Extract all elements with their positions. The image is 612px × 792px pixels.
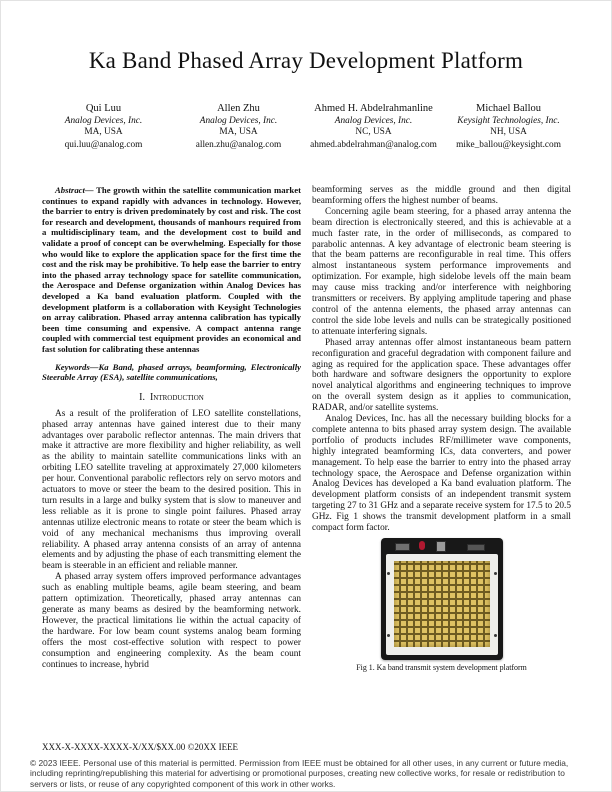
section-1-title: Introduction (149, 391, 204, 403)
author-card-3 (306, 103, 441, 151)
author-card-4 (441, 103, 576, 151)
keywords-paragraph (42, 362, 301, 383)
author-name: Ahmed H. Abdelrahmanline (314, 103, 433, 114)
author-name: Allen Zhu (217, 103, 260, 114)
device-front-panel (386, 554, 498, 655)
red-wire-icon (419, 541, 425, 550)
intro-paragraph-3: Concerning agile beam steering, for a phased array antenna the beam direction is electronically steered, and this is achievable at a much faster rate, in the order of milliseconds, as compared to parabolic antennas. A key advantage of electronic beam steering is that the beam patterns are reconfigurable in real time. This offers almost instantaneous system performance improvements and optimization. For example, high sidelobe levels off the main beam may cause miss tracking and/or interference with neighboring transmitters or receivers. By applying amplitude tapering and phase control of the antenna elements, the phased array antennas can control the side lobe levels and nulls can be strategically positioned to attenuate interfering signals. (312, 206, 571, 337)
author-name: Qui Luu (85, 103, 122, 114)
author-affiliation: Analog Devices, Inc. (334, 116, 413, 126)
keywords-label: Keywords— (55, 361, 99, 372)
paper-title: Ka Band Phased Array Development Platform (88, 48, 524, 73)
right-column (312, 185, 571, 673)
connector-icon (467, 544, 485, 551)
author-location: NC, USA (355, 127, 392, 137)
author-email: ahmed.abdelrahman@analog.com (310, 140, 437, 150)
author-affiliation: Analog Devices, Inc. (199, 116, 278, 126)
author-location: NH, USA (490, 127, 527, 137)
author-card-1 (36, 103, 171, 151)
figure-1-caption: Fig 1. Ka band transmit system development platform (356, 663, 527, 672)
intro-paragraph-2-continued: beamforming serves as the middle ground and then digital beamforming offers the highest number of beams. (312, 185, 571, 206)
author-email: allen.zhu@analog.com (195, 140, 282, 150)
author-location: MA, USA (219, 127, 258, 137)
author-affiliation: Keysight Technologies, Inc. (457, 116, 560, 126)
author-affiliation: Analog Devices, Inc. (64, 116, 143, 126)
author-card-2 (171, 103, 306, 151)
author-block (36, 103, 576, 151)
abstract-text: The growth within the satellite communication market continues to expand rapidly with advances in technology. However, the barrier to entry is driven predominately by cost and risk. The cost for research and development, thousands of manhours required from a multidisciplinary team, and the development cost to build and validate a proof of concept can be overwhelming. Especially for those who would like to explore the application space for the first time the cost and the risk may be prohibitive. To help ease the barrier to entry into the phased array technology space for satellite communication, the Aerospace and Defense organization within Analog Devices has developed a Ka band evaluation platform. Coupled with the development platform is a collaboration with Keysight Technologies on array calibration. Phased array antenna calibration has typically been time consuming and expensive. A compact antenna range coupled with commercial test equipment provides an economical and fast solution for calibrating these antennas (42, 185, 301, 354)
author-email: qui.luu@analog.com (64, 140, 143, 150)
section-1-number: I. (139, 391, 145, 403)
abstract-label: Abstract— (55, 185, 94, 195)
section-1-heading (42, 392, 301, 403)
screw-icon (387, 634, 390, 637)
figure-1 (312, 538, 571, 673)
intro-paragraph-4: Phased array antennas offer almost instantaneous beam pattern reconfiguration and graceful degradation with component failure and aging as required for the application space. These advantages offer both hardware and software designers the opportunity to explore novel analytical algorithms and engineering techniques to improve on the overall system design as it applies to communication, RADAR, and/or satellite systems. (312, 337, 571, 414)
author-email: mike_ballou@keysight.com (456, 140, 561, 150)
intro-paragraph-5: Analog Devices, Inc. has all the necessary building blocks for a complete antenna to bits phased array system design. The available portfolio of products includes RF/millimeter wave components, highly integrated beamforming ICs, data converters, and power management. To help ease the barrier to entry into the phased array technology space, the Aerospace and Defense organization within Analog Devices has developed a Ka band evaluation platform. The development platform consists of an independent transmit system targeting 27 to 31 GHz and a separate receive system for 17.5 to 20.5 GHz. Fig 1 shows the transmit development platform in a small compact form factor. (312, 414, 571, 534)
abstract-paragraph (42, 185, 301, 355)
device-photo (381, 538, 503, 660)
intro-paragraph-1: As a result of the proliferation of LEO satellite constellations, phased array antennas have gained interest due to their many advantages over parabolic reflector antennas. The main drivers that make it attractive are more flexibility and higher reliability, as well as the ability to maintain satellite communications links with an orbiting LEO satellite traveling at approximately 27,000 kilometers per hour. Conventional parabolic reflectors rely on servo motors and actuators to move or steer the beam to the desired position. This in turn results in a large and bulky system that is slow to maneuver and less reliable as it is prone to single point failures. Phased array antennas utilize electronic means to rotate or steer the beam which is void of any mechanical mechanisms thus improving overall reliability. A phased array antenna consists of an array of antenna elements and by adjusting the phase of each transmitting element the beam is steerable in an efficient and reliable manner. (42, 408, 301, 572)
ieee-footnote: XXX-X-XXXX-XXXX-X/XX/$XX.00 ©20XX IEEE (42, 742, 239, 752)
antenna-array-grid (394, 561, 490, 647)
device-top-connectors (381, 538, 503, 554)
connector-icon (395, 543, 410, 551)
copyright-notice: © 2023 IEEE. Personal use of this material is permitted. Permission from IEEE must be obtained for all other uses, in any current or future media, including reprinting/republishing this material for advertising or promotional purposes, creating new collective works, for resale or redistribution to servers or lists, or reuse of any copyrighted component of this work in other works. (30, 758, 569, 789)
left-column (42, 185, 301, 670)
author-location: MA, USA (84, 127, 123, 137)
intro-paragraph-2: A phased array system offers improved performance advantages such as enabling multiple beams, agile beam steering, and beam pattern optimization. Theoretically, phased array antennas can generate as many beams as desired by the beamforming network. However, the practical limitations lie within the actual capacity of the hardware. For low beam count systems analog beam forming offers the most cost-effective solution with respect to power consumption and engineering complexity. As the beam count continues to increase, hybrid (42, 572, 301, 670)
screw-icon (387, 572, 390, 575)
author-name: Michael Ballou (475, 103, 542, 114)
connector-icon (436, 541, 446, 552)
keywords-text: Ka Band, phased arrays, beamforming, Electronically Steerable Array (ESA), satellite communications, (42, 361, 301, 383)
screw-icon (494, 634, 497, 637)
screw-icon (494, 572, 497, 575)
